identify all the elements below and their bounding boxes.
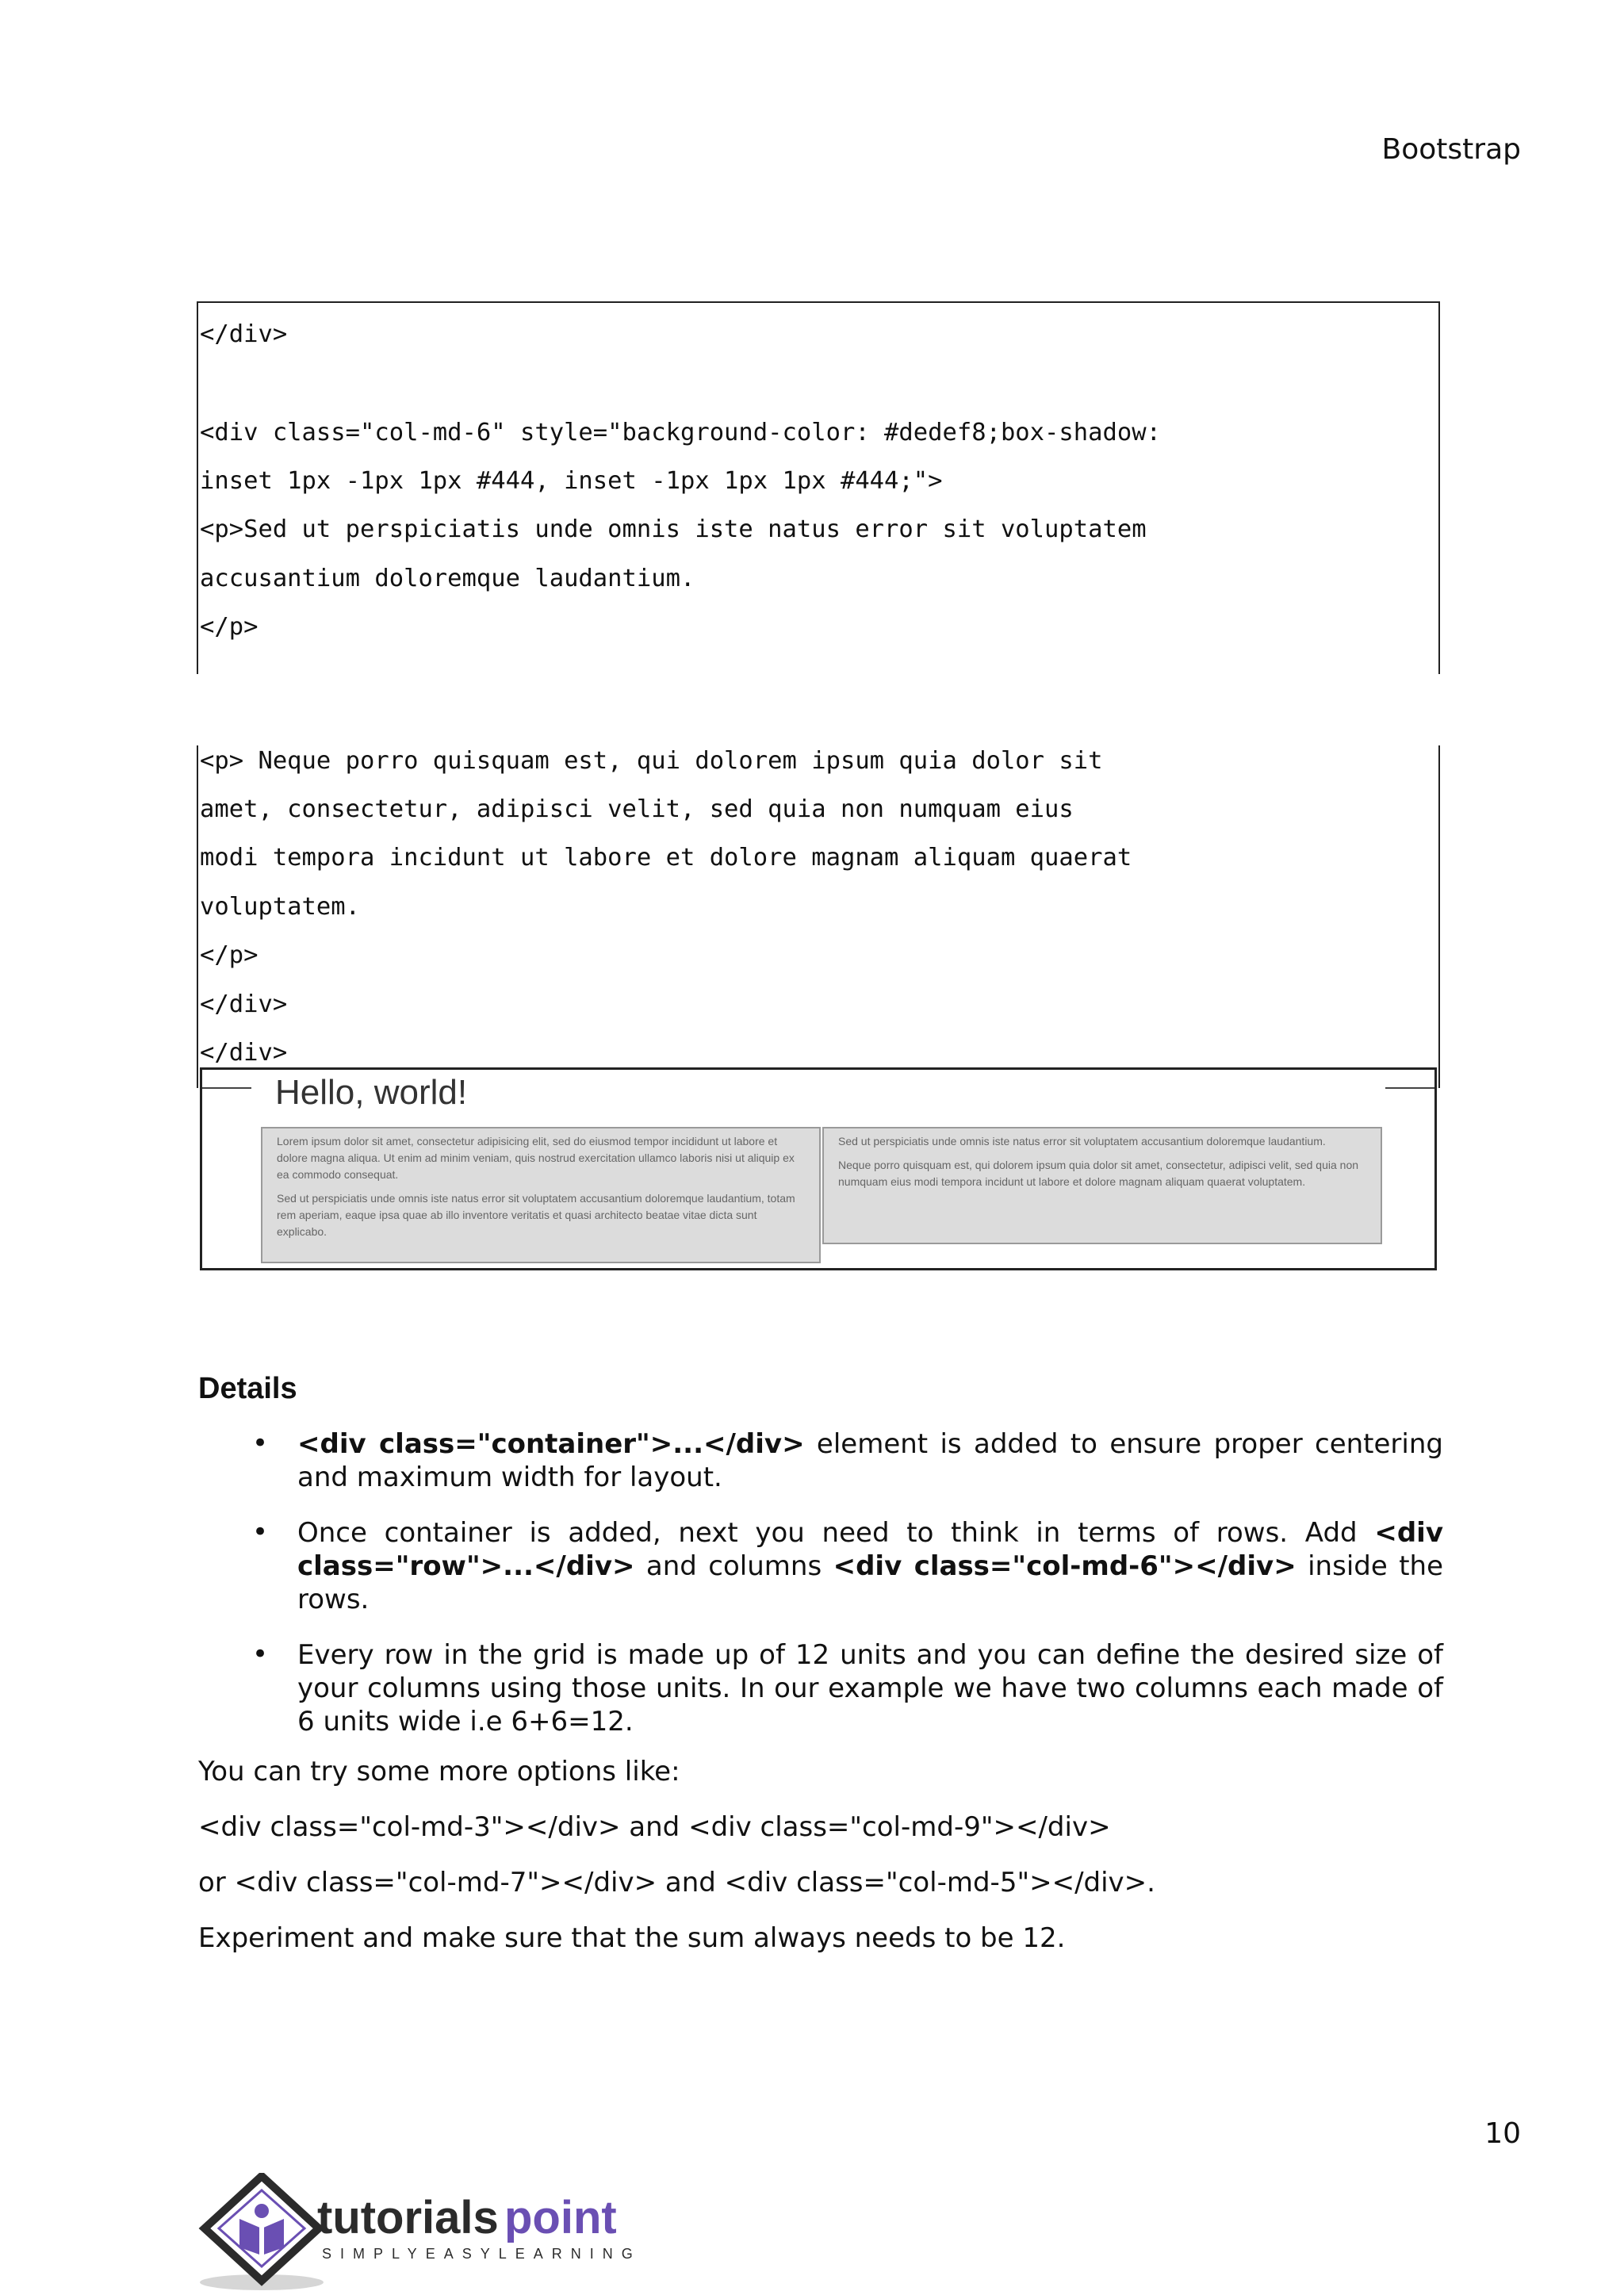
output-preview [200, 1067, 1437, 1270]
paragraph: Experiment and make sure that the sum always needs to be 12. [198, 1922, 1066, 1954]
code-block-1 [197, 301, 1440, 674]
bullet-text: inside the rows. [297, 1550, 1443, 1615]
page-header: Bootstrap [1381, 133, 1521, 166]
code-line: <p>Sed ut perspiciatis unde omnis iste natus error sit voluptatem [200, 515, 1147, 543]
code-line: </div> [200, 1039, 288, 1067]
bullet-icon: • [252, 1516, 269, 1548]
preview-paragraph: Lorem ipsum dolor sit amet, consectetur adipisicing elit, sed do eiusmod tempor incididunt ut labore et dolore magna aliqua. Ut enim ad minim veniam, quis nostrud exercitation ullamco laboris nisi ut aliquip ex ea commodo consequat. [277, 1135, 795, 1181]
preview-rule-left [202, 1087, 251, 1089]
logo-name: tutorials [317, 2192, 499, 2243]
code-line: modi tempora incidunt ut labore et dolore magnam aliquam quaerat [200, 844, 1132, 872]
bullet-text: element is added to ensure proper centering and maximum width for layout. [297, 1428, 1443, 1493]
preview-paragraph: Sed ut perspiciatis unde omnis iste natus error sit voluptatem accusantium doloremque laudantium. [838, 1135, 1326, 1148]
bullet-3 [297, 1638, 1443, 1738]
code-line: amet, consectetur, adipisci velit, sed quia non numquam eius [200, 795, 1074, 823]
code-line: voluptatem. [200, 893, 360, 921]
code-line: </div> [200, 990, 288, 1018]
logo-mark-icon [198, 2173, 642, 2292]
details-heading: Details [198, 1372, 297, 1405]
bullet-text: Once container is added, next you need to think in terms of rows. Add [297, 1517, 1375, 1549]
paragraph: <div class="col-md-3"></div> and <div class="col-md-9"></div> [198, 1811, 1111, 1843]
code-line: inset 1px -1px 1px #444, inset -1px 1px 1px #444;"> [200, 467, 943, 495]
preview-right-column [822, 1127, 1382, 1244]
code-line: <p> Neque porro quisquam est, qui dolorem ipsum quia dolor sit [200, 747, 1103, 775]
logo-tagline: SIMPLYEASYLEARNING [322, 2246, 642, 2262]
code-block-2 [197, 745, 1440, 1088]
bullet-2 [297, 1516, 1443, 1616]
logo-name-accent: point [504, 2192, 617, 2243]
bullet-icon: • [252, 1427, 269, 1459]
page-number: 10 [1484, 2117, 1521, 2150]
bullet-text: and columns [634, 1550, 833, 1582]
bullet-code: <div class="col-md-6"></div> [833, 1550, 1297, 1582]
code-line: </div> [200, 320, 288, 348]
code-line: </p> [200, 613, 259, 641]
paragraph: or <div class="col-md-7"></div> and <div class="col-md-5"></div>. [198, 1867, 1155, 1898]
code-line: accusantium doloremque laudantium. [200, 565, 695, 592]
tutorialspoint-logo [198, 2173, 642, 2292]
code-line: <div class="col-md-6" style="background-color: #dedef8;box-shadow: [200, 419, 1161, 446]
preview-paragraph: Sed ut perspiciatis unde omnis iste natus error sit voluptatem accusantium doloremque laudantium, totam rem aperiam, eaque ipsa quae ab illo inventore veritatis et quasi architecto beatae vitae dicta sunt explicabo. [277, 1192, 795, 1238]
bullet-1 [297, 1427, 1443, 1494]
preview-paragraph: Neque porro quisquam est, qui dolorem ipsum quia dolor sit amet, consectetur, adipisci velit, sed quia non numquam eius modi tempora incidunt ut labore et dolore magnam aliquam quaerat voluptatem. [838, 1159, 1359, 1188]
bullet-code: <div class="container">...</div> [297, 1428, 805, 1460]
bullet-text: Every row in the grid is made up of 12 units and you can define the desired size of your columns using those units. In our example we have two columns each made of 6 units wide i.e 6+6=12. [297, 1639, 1443, 1738]
paragraph: You can try some more options like: [198, 1756, 680, 1787]
preview-left-column [261, 1127, 821, 1263]
preview-title: Hello, world! [275, 1073, 468, 1112]
bullet-icon: • [252, 1638, 269, 1670]
code-line: </p> [200, 941, 259, 969]
bullet-code: <div class="row">...</div> [297, 1517, 1443, 1582]
preview-rule-right [1385, 1087, 1434, 1089]
